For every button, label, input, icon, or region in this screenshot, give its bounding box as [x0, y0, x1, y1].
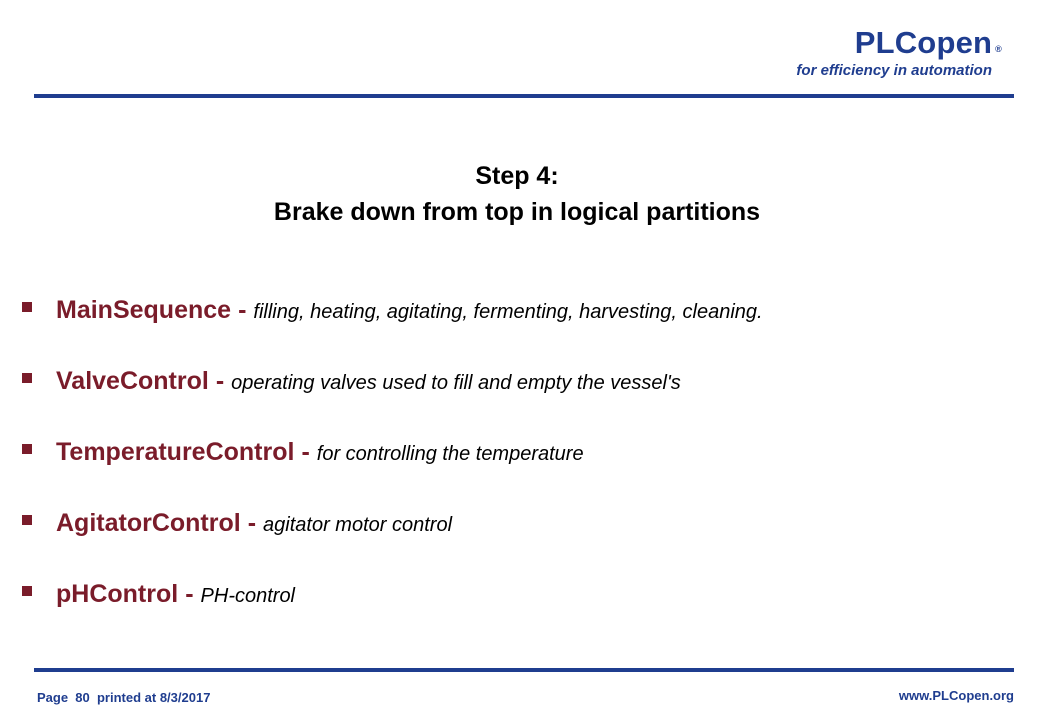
square-bullet-icon	[22, 302, 32, 312]
bullet-separator: -	[185, 580, 194, 608]
title-line-1: Step 4:	[475, 162, 559, 190]
brand-tagline: for efficiency in automation	[796, 62, 992, 79]
bullet-item-valve-control	[22, 367, 763, 438]
footer-divider	[34, 668, 1014, 672]
bullet-name: TemperatureControl	[56, 438, 295, 466]
bullet-item-ph-control	[22, 580, 763, 651]
registered-mark: ®	[995, 44, 1002, 54]
page-info: Page 80 printed at 8/3/2017	[37, 690, 211, 705]
bullet-description: agitator motor control	[263, 514, 453, 536]
bullet-name: ValveControl	[56, 367, 209, 395]
bullet-list	[22, 296, 763, 651]
bullet-item-main-sequence	[22, 296, 763, 367]
bullet-description: filling, heating, agitating, fermenting, harvesting, cleaning.	[253, 301, 763, 323]
header-divider	[34, 94, 1014, 98]
brand-name: PLCopen	[854, 25, 993, 60]
slide-title	[0, 158, 1034, 230]
bullet-description: PH-control	[200, 585, 296, 607]
bullet-description: for controlling the temperature	[316, 443, 584, 465]
bullet-name: AgitatorControl	[56, 509, 241, 537]
bullet-name: MainSequence	[56, 296, 232, 324]
brand-logo	[796, 26, 1002, 80]
bullet-name: pHControl	[56, 580, 179, 608]
bullet-separator: -	[238, 296, 247, 324]
bullet-separator: -	[215, 367, 225, 395]
bullet-item-temperature-control	[22, 438, 763, 509]
title-line-2: Brake down from top in logical partitions	[273, 198, 761, 226]
bullet-separator: -	[247, 509, 257, 537]
bullet-description: operating valves used to fill and empty the vessel's	[231, 372, 681, 394]
square-bullet-icon	[22, 515, 32, 525]
square-bullet-icon	[22, 444, 32, 454]
square-bullet-icon	[22, 586, 32, 596]
website-link[interactable]: www.PLCopen.org	[898, 688, 1014, 703]
bullet-separator: -	[301, 438, 310, 466]
bullet-item-agitator-control	[22, 509, 763, 580]
square-bullet-icon	[22, 373, 32, 383]
